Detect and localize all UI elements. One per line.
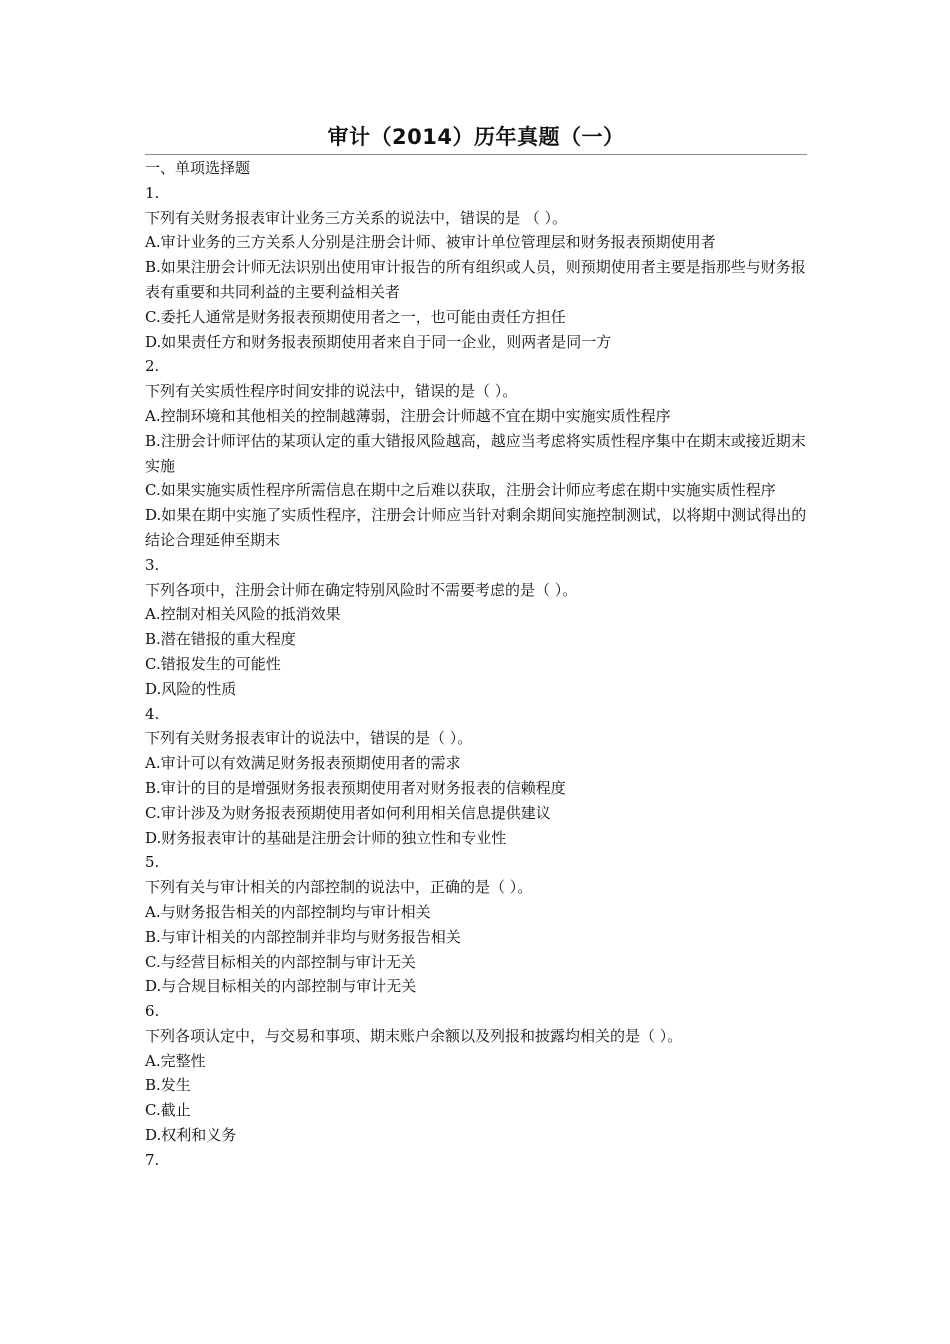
question-number: 1. <box>145 183 160 202</box>
answer-option: C.如果实施实质性程序所需信息在期中之后难以获取，注册会计师应考虑在期中实施实质性程序 <box>145 481 776 500</box>
answer-option: C.委托人通常是财务报表预期使用者之一，也可能由责任方担任 <box>145 307 566 326</box>
answer-option: D.权利和义务 <box>145 1126 237 1145</box>
question-4 <box>145 702 807 851</box>
question-6 <box>145 999 807 1148</box>
question-2 <box>145 354 807 552</box>
question-7 <box>145 1148 807 1173</box>
question-list <box>145 181 807 1173</box>
question-number: 4. <box>145 704 160 723</box>
question-3 <box>145 553 807 702</box>
answer-option: B.潜在错报的重大程度 <box>145 630 296 649</box>
question-stem: 下列有关财务报表审计的说法中，错误的是（ ）。 <box>145 729 473 748</box>
answer-option: A.审计业务的三方关系人分别是注册会计师、被审计单位管理层和财务报表预期使用者 <box>145 233 716 252</box>
answer-option: B.注册会计师评估的某项认定的重大错报风险越高，越应当考虑将实质性程序集中在期末或接近期末实施 <box>145 431 806 475</box>
answer-option: C.审计涉及为财务报表预期使用者如何利用相关信息提供建议 <box>145 803 551 822</box>
question-stem: 下列有关与审计相关的内部控制的说法中，正确的是（ ）。 <box>145 878 533 897</box>
answer-option: A.完整性 <box>145 1051 206 1070</box>
question-number: 2. <box>145 357 160 376</box>
document-title: 审计（2014）历年真题（一） <box>327 125 625 149</box>
answer-option: B.发生 <box>145 1076 191 1095</box>
answer-option: A.控制对相关风险的抵消效果 <box>145 605 341 624</box>
question-stem: 下列有关财务报表审计业务三方关系的说法中，错误的是 （ ）。 <box>145 208 568 227</box>
answer-option: D.财务报表审计的基础是注册会计师的独立性和专业性 <box>145 828 507 847</box>
question-number: 6. <box>145 1002 160 1021</box>
question-1 <box>145 181 807 355</box>
question-5 <box>145 850 807 999</box>
answer-option: A.与财务报告相关的内部控制均与审计相关 <box>145 902 431 921</box>
answer-option: D.如果在期中实施了实质性程序，注册会计师应当针对剩余期间实施控制测试，以将期中测试得出的结论合理延伸至期末 <box>145 506 807 549</box>
answer-option: B.审计的目的是增强财务报表预期使用者对财务报表的信赖程度 <box>145 778 566 797</box>
question-stem: 下列各项认定中，与交易和事项、期末账户余额以及列报和披露均相关的是（ ）。 <box>145 1026 683 1045</box>
question-number: 7. <box>145 1150 160 1169</box>
question-stem: 下列有关实质性程序时间安排的说法中，错误的是（ ）。 <box>145 382 518 401</box>
title-underline <box>145 154 807 155</box>
answer-option: B.与审计相关的内部控制并非均与财务报告相关 <box>145 927 461 946</box>
question-number: 5. <box>145 853 160 872</box>
answer-option: C.与经营目标相关的内部控制与审计无关 <box>145 952 416 971</box>
answer-option: D.如果责任方和财务报表预期使用者来自于同一企业，则两者是同一方 <box>145 332 612 351</box>
answer-option: A.控制环境和其他相关的控制越薄弱，注册会计师越不宜在期中实施实质性程序 <box>145 406 671 425</box>
section-heading: 一、单项选择题 <box>145 159 251 177</box>
answer-option: D.风险的性质 <box>145 679 237 698</box>
answer-option: A.审计可以有效满足财务报表预期使用者的需求 <box>145 754 461 773</box>
document-page <box>145 120 807 1173</box>
answer-option: C.截止 <box>145 1101 191 1120</box>
answer-option: B.如果注册会计师无法识别出使用审计报告的所有组织或人员，则预期使用者主要是指那些与财务报表有重要和共同利益的主要利益相关者 <box>145 258 806 301</box>
question-number: 3. <box>145 555 160 574</box>
question-stem: 下列各项中，注册会计师在确定特别风险时不需要考虑的是（ ）。 <box>145 580 578 599</box>
answer-option: D.与合规目标相关的内部控制与审计无关 <box>145 977 417 996</box>
answer-option: C.错报发生的可能性 <box>145 654 281 673</box>
